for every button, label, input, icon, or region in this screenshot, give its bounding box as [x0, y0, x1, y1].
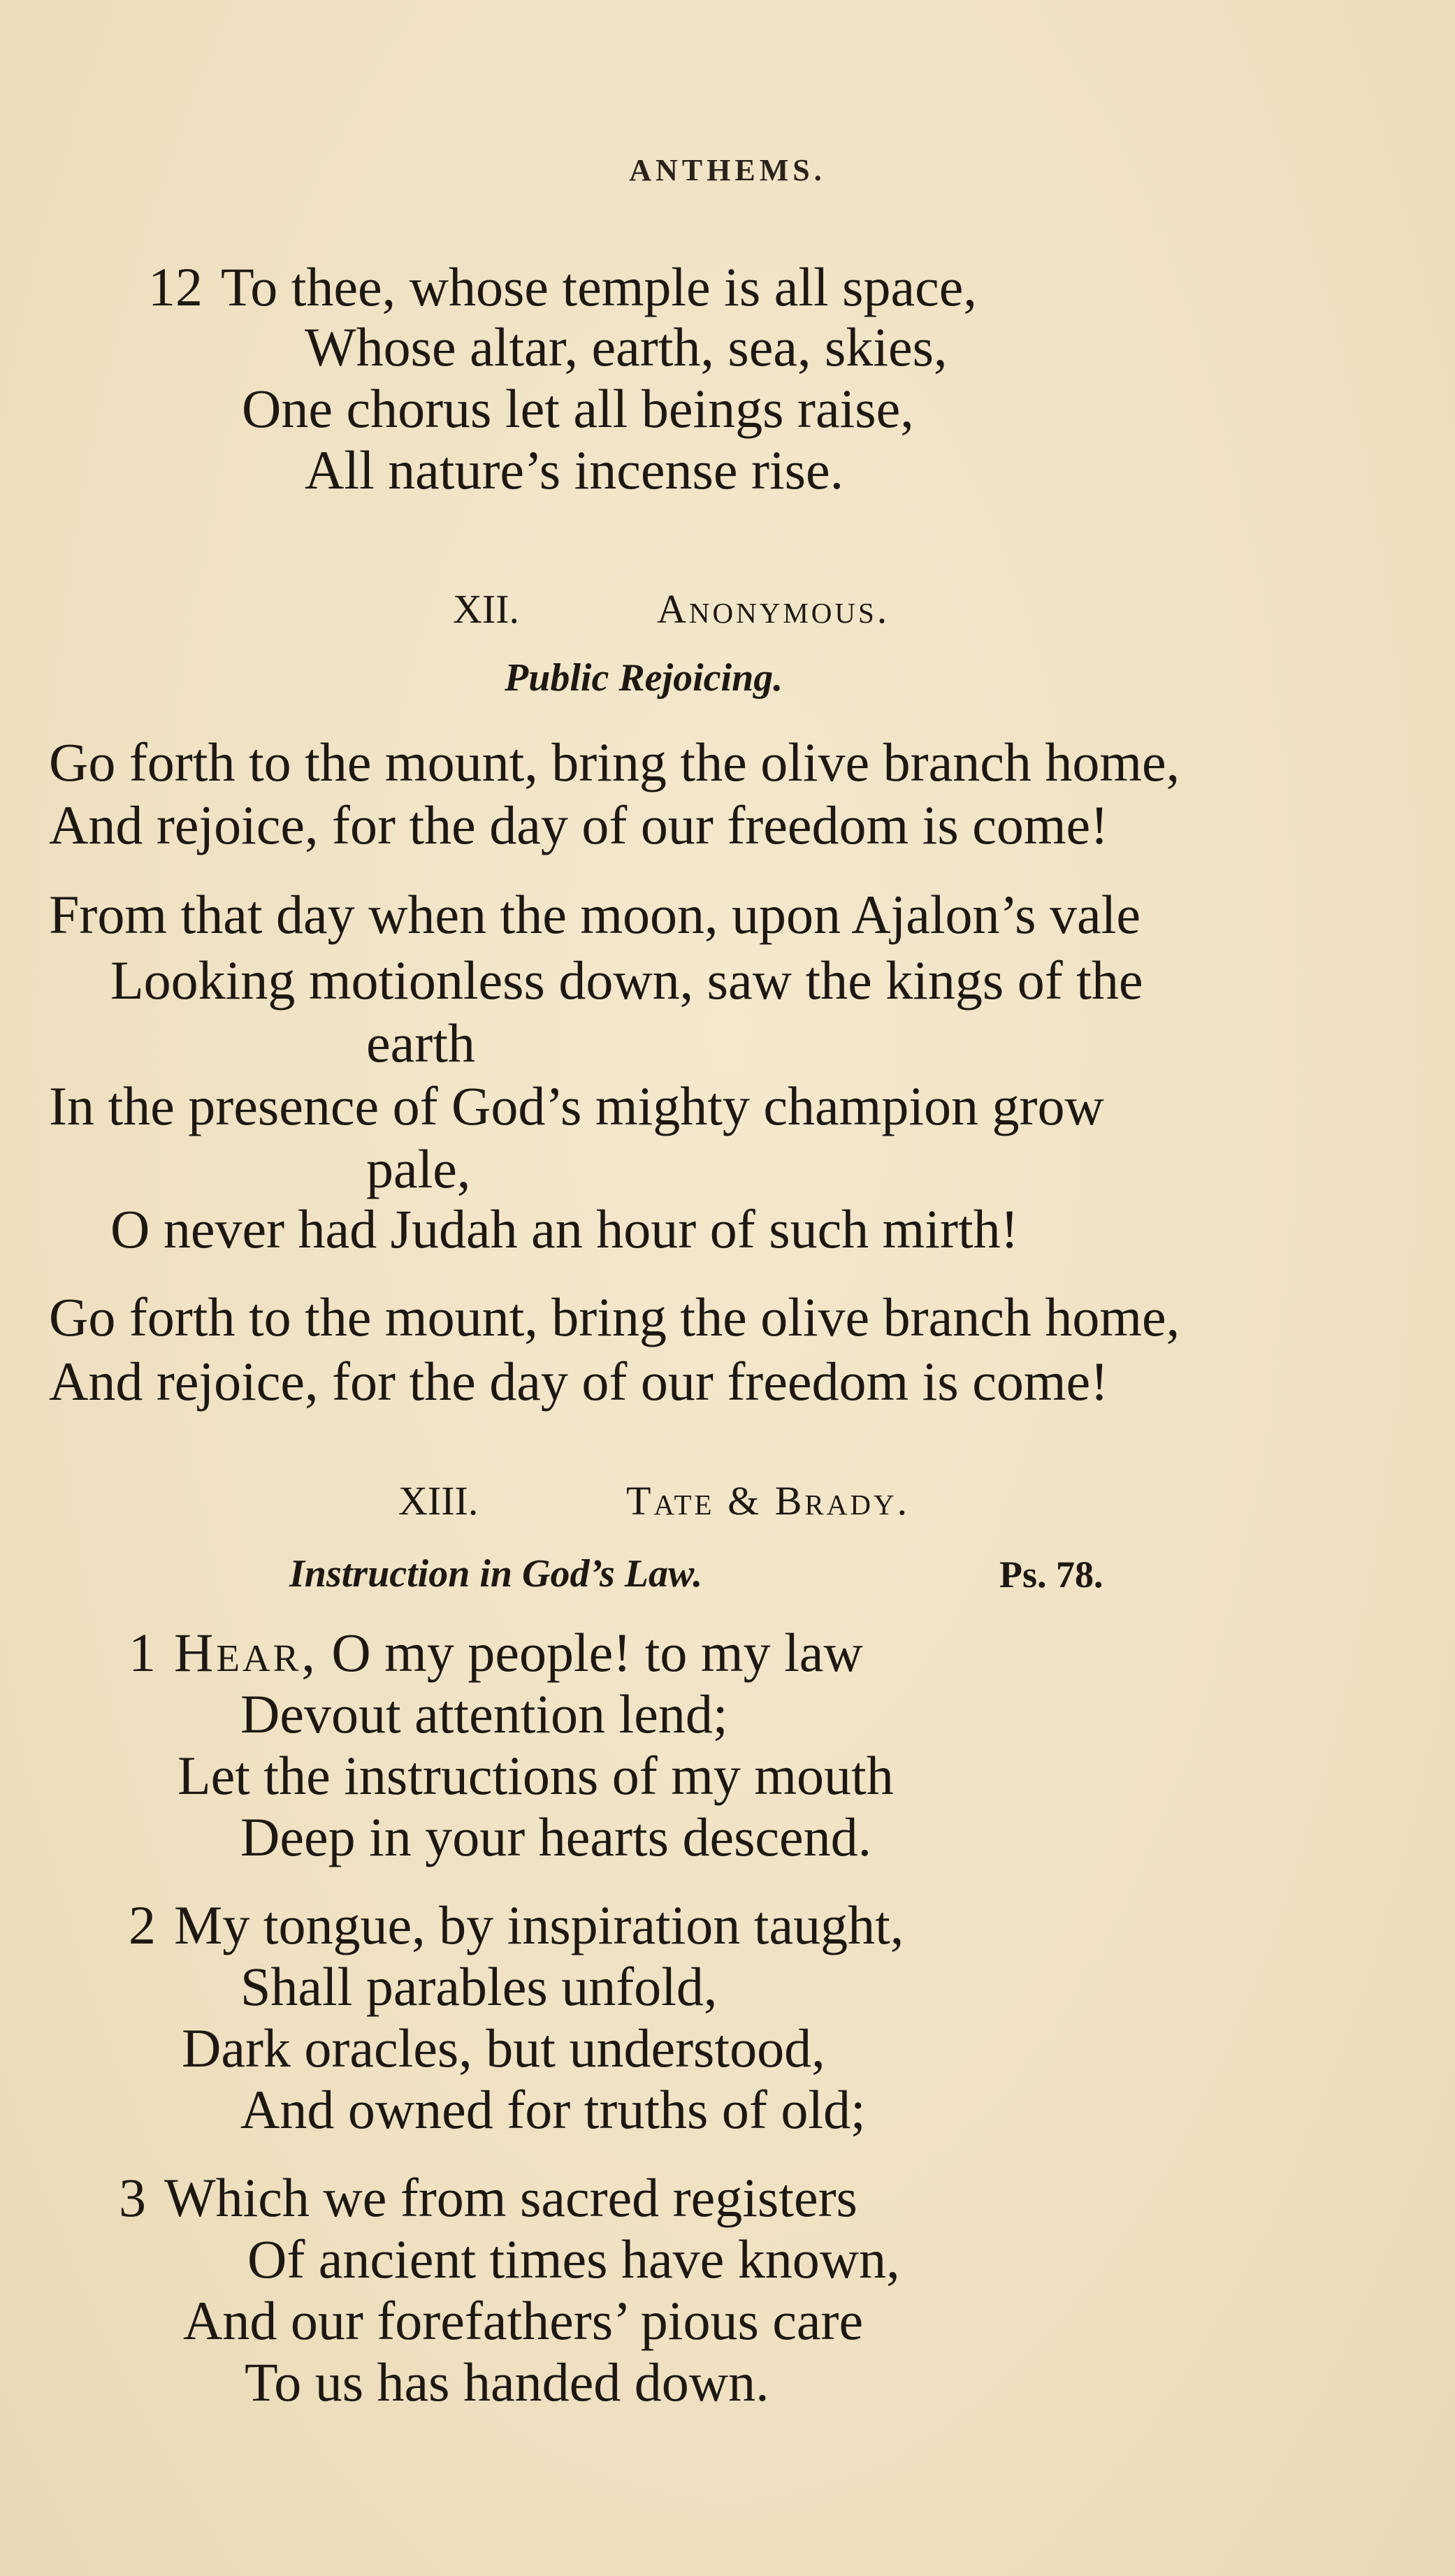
section-xii-author: Anonymous. — [657, 586, 890, 632]
section-xii-line-1: Go forth to the mount, bring the olive branch home, — [49, 732, 1180, 793]
first-word: Hear, — [174, 1622, 318, 1683]
section-xii-line-5: earth — [366, 1013, 475, 1073]
xiii-stanza-3-line-4: To us has handed down. — [245, 2352, 769, 2412]
stanza-12-line-2: Whose altar, earth, sea, skies, — [305, 317, 948, 377]
xiii-stanza-2-line-2: Shall parables unfold, — [240, 1956, 718, 2017]
xiii-stanza-1-line-3: Let the instructions of my mouth — [178, 1745, 894, 1806]
section-xii-numeral: XII. — [453, 586, 520, 632]
section-xiii-author: Tate & Brady. — [626, 1478, 911, 1524]
section-xiii-subtitle: Instruction in God’s Law. — [289, 1552, 703, 1595]
xiii-stanza-1-line-2: Devout attention lend; — [240, 1684, 728, 1744]
section-xii-line-2: And rejoice, for the day of our freedom is come! — [49, 795, 1109, 855]
stanza-number: 3 — [119, 2167, 146, 2228]
xiii-stanza-2-line-4: And owned for truths of old; — [240, 2079, 866, 2140]
section-xiii-numeral: XIII. — [398, 1478, 479, 1524]
stanza-12-line-4: All nature’s incense rise. — [305, 440, 844, 500]
xiii-stanza-3-line-3: And our forefathers’ pious care — [183, 2290, 864, 2351]
section-xii-line-3: From that day when the moon, upon Ajalon’s vale — [49, 884, 1141, 945]
xiii-stanza-2-line-3: Dark oracles, but understood, — [182, 2018, 825, 2078]
section-xii-subtitle: Public Rejoicing. — [505, 656, 783, 700]
section-xii-line-4: Looking motionless down, saw the kings of the — [110, 950, 1143, 1011]
xiii-stanza-1-line-1: 1 Hear, O my people! to my law — [129, 1622, 863, 1683]
stanza-number: 2 — [129, 1895, 156, 1955]
psalm-reference: Ps. 78. — [999, 1554, 1103, 1595]
section-xii-line-7: pale, — [366, 1138, 471, 1199]
stanza-number: 12 — [148, 256, 203, 317]
running-head: ANTHEMS. — [629, 153, 826, 187]
section-xii-line-10: And rejoice, for the day of our freedom is come! — [49, 1351, 1109, 1412]
xiii-stanza-1-line-4: Deep in your hearts descend. — [240, 1807, 872, 1867]
stanza-12-line-1: 12 To thee, whose temple is all space, — [148, 256, 977, 317]
section-xii-line-6: In the presence of God’s mighty champion grow — [49, 1076, 1104, 1136]
section-xii-line-9: Go forth to the mount, bring the olive branch home, — [49, 1287, 1180, 1347]
xiii-stanza-3-line-1: 3 Which we from sacred registers — [119, 2167, 857, 2228]
stanza-12-line-3: One chorus let all beings raise, — [242, 378, 914, 439]
xiii-stanza-2-line-1: 2 My tongue, by inspiration taught, — [129, 1895, 904, 1955]
section-xii-line-8: O never had Judah an hour of such mirth! — [110, 1199, 1019, 1259]
xiii-stanza-3-line-2: Of ancient times have known, — [247, 2229, 900, 2289]
stanza-number: 1 — [129, 1622, 156, 1683]
